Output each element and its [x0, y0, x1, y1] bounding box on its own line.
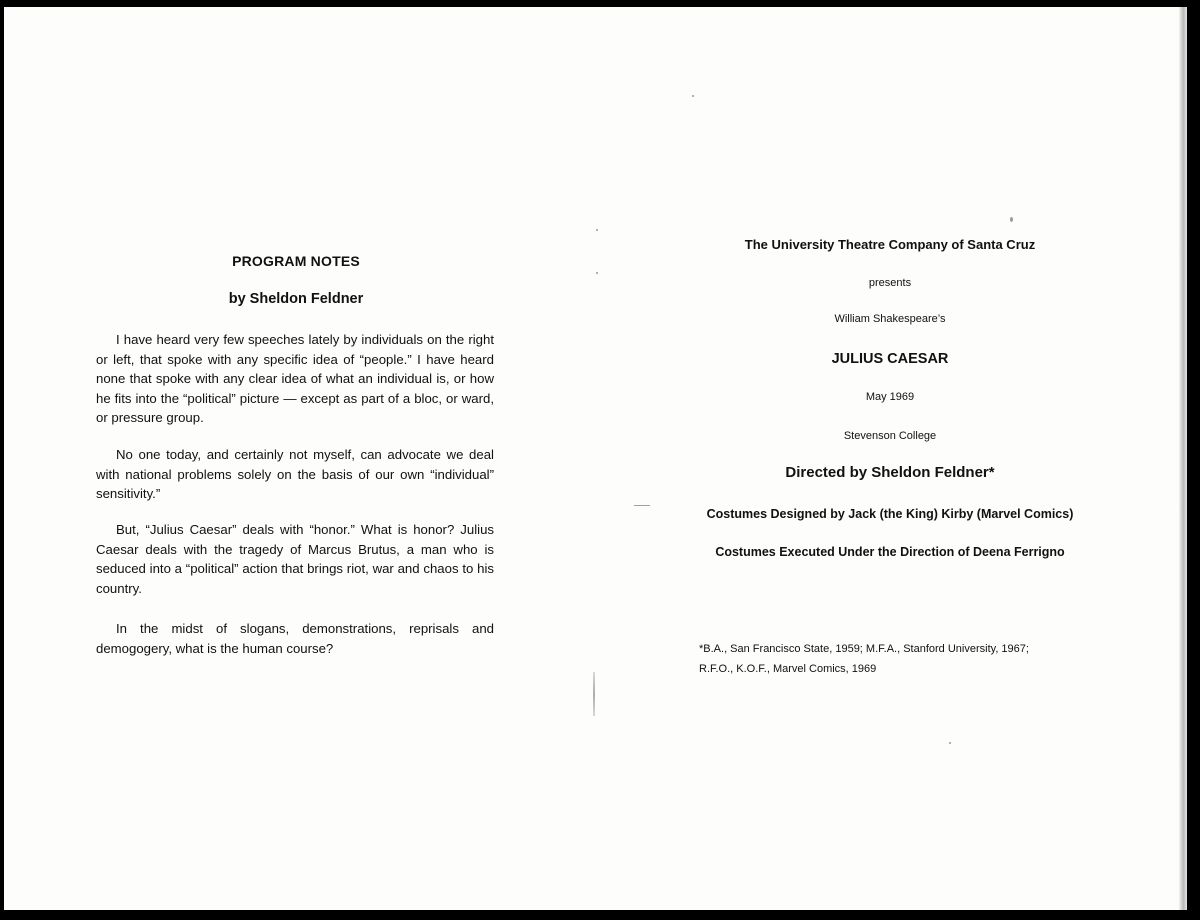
program-notes-byline: by Sheldon Feldner	[228, 291, 364, 307]
fold-mark	[593, 672, 595, 716]
footnote-line-1: *B.A., San Francisco State, 1959; M.F.A., Stanford University, 1967;	[699, 643, 1029, 655]
venue: Stevenson College	[843, 430, 937, 442]
notes-paragraph-3: But, “Julius Caesar” deals with “honor.” What is honor? Julius Caesar deals with the tragedy of Marcus Brutus, a man who is seduced into a “political” action that brings riot, war and chaos to his country.	[96, 522, 494, 596]
play-title: JULIUS CAESAR	[831, 351, 949, 367]
presents-text: presents	[868, 277, 912, 289]
director-credit: Directed by Sheldon Feldner*	[785, 464, 995, 481]
footnote-line-2: R.F.O., K.O.F., Marvel Comics, 1969	[699, 663, 877, 675]
notes-paragraph-2: No one today, and certainly not myself, can advocate we deal with national problems solely on the basis of our own “individual” sensitivity.”	[96, 447, 494, 502]
program-spread	[4, 7, 1187, 910]
costume-execution-credit: Costumes Executed Under the Direction of Deena Ferrigno	[715, 545, 1065, 559]
stray-mark	[634, 505, 650, 506]
company-name: The University Theatre Company of Santa Cruz	[744, 237, 1036, 252]
speck	[692, 95, 694, 97]
author-credit: William Shakespeare’s	[834, 313, 946, 325]
performance-date: May 1969	[865, 391, 915, 403]
page-edge-shadow	[1179, 7, 1187, 910]
speck	[596, 229, 598, 231]
director-footnote	[699, 639, 1099, 679]
costume-designer-credit: Costumes Designed by Jack (the King) Kirby (Marvel Comics)	[706, 507, 1074, 521]
notes-paragraph-1: I have heard very few speeches lately by individuals on the right or left, that spoke with any specific idea of “people.” I have heard none that spoke with any clear idea of what an individual is, or how he fits into the “political” picture — except as part of a bloc, or ward, or pressure group.	[96, 332, 494, 426]
program-notes-title: PROGRAM NOTES	[232, 253, 360, 269]
speck	[596, 272, 598, 274]
speck	[1010, 217, 1013, 222]
notes-paragraph-4: In the midst of slogans, demonstrations, reprisals and demogogery, what is the human course?	[96, 621, 494, 656]
speck	[949, 742, 951, 744]
